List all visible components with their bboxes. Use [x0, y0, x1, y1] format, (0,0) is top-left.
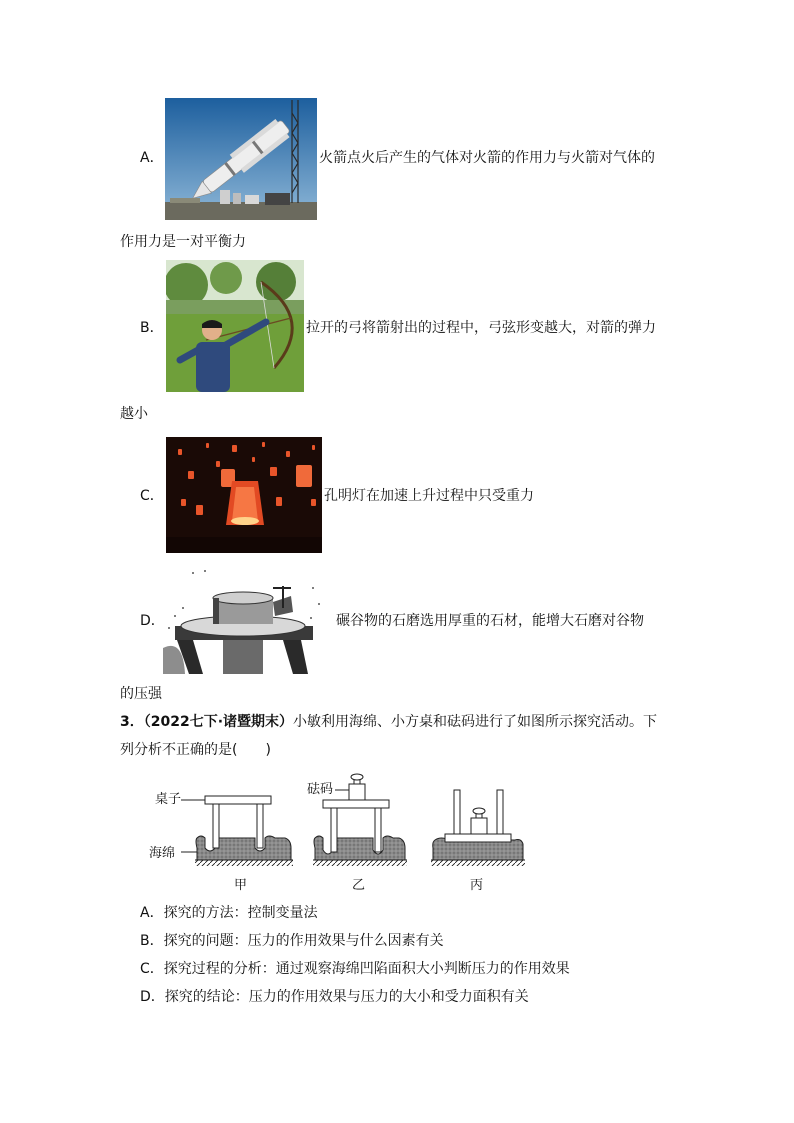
rocket-launch-photo — [165, 98, 317, 220]
option-d-text-line1: 碾谷物的石磨选用厚重的石材，能增大石磨对谷物 — [336, 613, 644, 629]
option-c-text-line1: 孔明灯在加速上升过程中只受重力 — [324, 488, 534, 504]
q3-option-b-letter: B． — [140, 933, 164, 949]
option-b-text-line1: 拉开的弓将箭射出的过程中，弓弦形变越大，对箭的弹力 — [306, 320, 656, 336]
q3-option-a-text: 探究的方法：控制变量法 — [163, 905, 318, 921]
q3-option-d-text: 探究的结论：压力的作用效果与压力的大小和受力面积有关 — [164, 989, 529, 1005]
pressure-experiment-figure — [145, 768, 535, 898]
setup-jia — [181, 796, 293, 866]
question-3-source: （2022七下·诸暨期末） — [143, 714, 294, 730]
archer-photo — [166, 260, 304, 392]
option-d-text-line2: 的压强 — [120, 686, 162, 702]
figure-label-sponge: 海绵 — [149, 846, 176, 861]
option-c-letter: C． — [140, 488, 164, 504]
figure-caption-jia: 甲 — [234, 878, 248, 893]
q3-option-c-text: 探究过程的分析：通过观察海绵凹陷面积大小判断压力的作用效果 — [163, 961, 570, 977]
q3-option-d-letter: D． — [140, 989, 165, 1005]
q3-option-a — [140, 903, 318, 923]
q3-option-c-letter: C． — [140, 961, 164, 977]
q3-option-a-letter: A． — [140, 905, 164, 921]
figure-caption-yi: 乙 — [352, 878, 366, 893]
question-3-number: 3． — [120, 714, 144, 730]
q3-option-d — [140, 987, 529, 1007]
q3-option-b-text: 探究的问题：压力的作用效果与什么因素有关 — [163, 933, 444, 949]
option-a-letter: A． — [140, 150, 164, 166]
q3-option-c — [140, 959, 570, 979]
question-3-stem-line2: 列分析不正确的是( ) — [120, 742, 271, 758]
question-3-stem-text: 小敏利用海绵、小方桌和砝码进行了如图所示探究活动。下 — [293, 714, 658, 730]
option-a-text-line2: 作用力是一对平衡力 — [120, 234, 246, 250]
option-d-letter: D． — [140, 613, 165, 629]
option-a-text-line1: 火箭点火后产生的气体对火箭的作用力与火箭对气体的 — [319, 150, 655, 166]
question-3-stem-line1 — [120, 712, 657, 732]
option-b-text-line2: 越小 — [120, 406, 148, 422]
figure-caption-bing: 丙 — [470, 878, 484, 893]
figure-label-weight: 砝码 — [307, 782, 334, 797]
q3-option-b — [140, 931, 444, 951]
figure-label-table: 桌子 — [155, 792, 182, 807]
sky-lantern-photo — [166, 437, 322, 553]
stone-mill-photo — [163, 568, 323, 674]
option-b-letter: B． — [140, 320, 164, 336]
setup-bing — [431, 790, 525, 866]
